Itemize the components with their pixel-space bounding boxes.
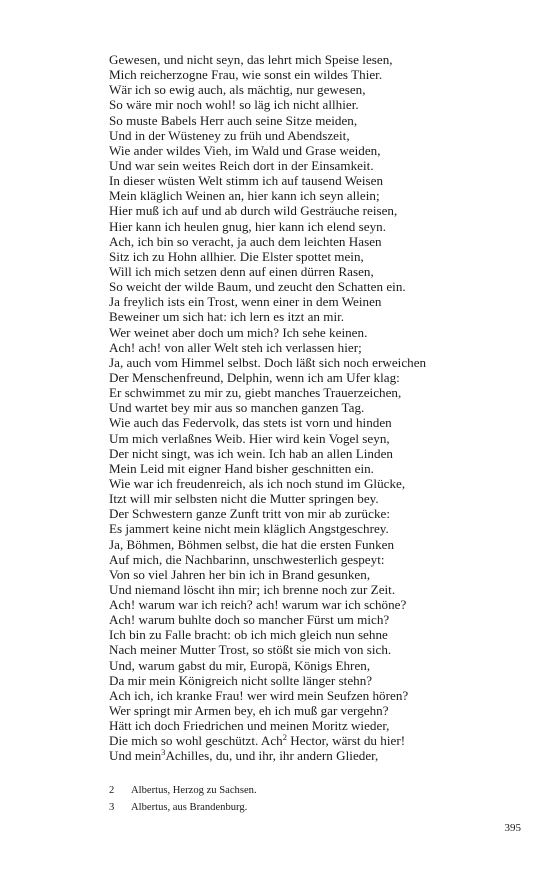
- poem-line: Und wartet bey mir aus so manchen ganzen Tag.: [109, 400, 365, 416]
- footnote: [109, 799, 529, 816]
- poem-line: So muste Babels Herr auch seine Sitze meiden,: [109, 112, 358, 128]
- poem-line: Da mir mein Königreich nicht sollte länger stehn?: [109, 672, 373, 688]
- poem-line: Beweiner um sich hat: ich lern es itzt an mir.: [109, 309, 345, 325]
- poem-line: Mein Leid mit eigner Hand bisher geschnitten ein.: [109, 460, 374, 476]
- poem-line: Um mich verlaßnes Weib. Hier wird kein Vogel seyn,: [109, 430, 390, 446]
- poem-line: Und mein$^3$Achilles, du, und ihr, ihr andern Glieder,: [109, 747, 379, 764]
- poem-line: Ach, ich bin so veracht, ja auch dem leichten Hasen: [109, 233, 382, 249]
- footnote-number: 3: [109, 802, 115, 813]
- footnotes: [109, 782, 529, 816]
- footnote: [109, 782, 529, 799]
- poem-line: Wie auch das Federvolk, das stets ist vorn und hinden: [109, 415, 392, 431]
- poem-line: Und war sein weites Reich dort in der Einsamkeit.: [109, 157, 374, 173]
- footnote-marker: 3: [161, 747, 166, 758]
- poem-line: Hätt ich doch Friedrichen und meinen Moritz wieder,: [109, 718, 390, 734]
- poem-line: Und in der Wüsteney zu früh und Abendszeit,: [109, 127, 350, 143]
- poem-line: Wer weinet aber doch um mich? Ich sehe keinen.: [109, 324, 368, 340]
- poem-line: Ja, auch vom Himmel selbst. Doch läßt sich noch erweichen: [109, 354, 427, 370]
- poem-line: Von so viel Jahren her bin ich in Brand gesunken,: [109, 566, 371, 582]
- poem-line: Er schwimmet zu mir zu, giebt manches Trauerzeichen,: [109, 385, 402, 401]
- poem-line: Nach meiner Mutter Trost, so stößt sie mich von sich.: [109, 642, 392, 658]
- footnote-text: Albertus, aus Brandenburg.: [131, 802, 248, 813]
- poem-line: Und, warum gabst du mir, Europä, Königs Ehren,: [109, 657, 371, 673]
- page-number: 395: [504, 822, 521, 834]
- poem-line: Die mich so wohl geschützt. Ach$^2$ Hector, wärst du hier!: [109, 732, 406, 749]
- poem-line: So wäre mir noch wohl! so läg ich nicht allhier.: [109, 97, 359, 113]
- poem-line: Wie war ich freudenreich, als ich noch stund im Glücke,: [109, 475, 406, 491]
- poem-line: Will ich mich setzen denn auf einen dürren Rasen,: [109, 263, 374, 279]
- poem-line: Itzt will mir selbsten nicht die Mutter springen bey.: [109, 491, 379, 507]
- poem-line: Und niemand löscht ihn mir; ich brenne noch zur Zeit.: [109, 581, 396, 597]
- poem-line: Ach! warum buhlte doch so mancher Fürst um mich?: [109, 612, 390, 628]
- footnote-marker: 2: [282, 732, 287, 743]
- poem-line: Hier muß ich auf und ab durch wild Gesträuche reisen,: [109, 203, 398, 219]
- poem-line: In dieser wüsten Welt stimm ich auf tausend Weisen: [109, 173, 384, 189]
- poem-line: Ja, Böhmen, Böhmen selbst, die hat die ersten Funken: [109, 536, 395, 552]
- poem-line: Ach! ach! von aller Welt steh ich verlassen hier;: [109, 339, 362, 355]
- poem-line: Der nicht singt, was ich wein. Ich hab an allen Linden: [109, 445, 393, 461]
- poem-line: Hier kann ich heulen gnug, hier kann ich elend seyn.: [109, 218, 387, 234]
- poem-line: Wie ander wildes Vieh, im Wald und Grase weiden,: [109, 142, 381, 158]
- poem-line: So weicht der wilde Baum, und zeucht den Schatten ein.: [109, 279, 406, 295]
- poem-line: Mein kläglich Weinen an, hier kann ich seyn allein;: [109, 188, 380, 204]
- poem-line: Gewesen, und nicht seyn, das lehrt mich Speise lesen,: [109, 52, 393, 67]
- poem-line: Es jammert keine nicht mein kläglich Angstgeschrey.: [109, 521, 389, 537]
- poem-line: Auf mich, die Nachbarinn, unschwesterlich gespeyt:: [109, 551, 385, 567]
- poem-line: Der Schwestern ganze Zunft tritt von mir ab zurücke:: [109, 506, 391, 522]
- poem-line: Wer springt mir Armen bey, eh ich muß gar vergehn?: [109, 703, 389, 719]
- footnote-text: Albertus, Herzog zu Sachsen.: [131, 785, 257, 796]
- poem-line: Ach! warum war ich reich? ach! warum war ich schöne?: [109, 597, 407, 613]
- poem-line: Ich bin zu Falle bracht: ob ich mich gleich nun sehne: [109, 627, 388, 643]
- poem-line: Wär ich so ewig auch, als mächtig, nur gewesen,: [109, 82, 366, 98]
- poem-text: [109, 52, 529, 764]
- poem-line: Mich reicherzogne Frau, wie sonst ein wildes Thier.: [109, 67, 383, 83]
- poem-line: Ja freylich ists ein Trost, wenn einer in dem Weinen: [109, 294, 382, 310]
- poem-line: Ach ich, ich kranke Frau! wer wird mein Seufzen hören?: [109, 687, 409, 703]
- poem-line: Der Menschenfreund, Delphin, wenn ich am Ufer klag:: [109, 369, 400, 385]
- footnote-number: 2: [109, 785, 115, 796]
- poem-line: Sitz ich zu Hohn allhier. Die Elster spottet mein,: [109, 248, 364, 264]
